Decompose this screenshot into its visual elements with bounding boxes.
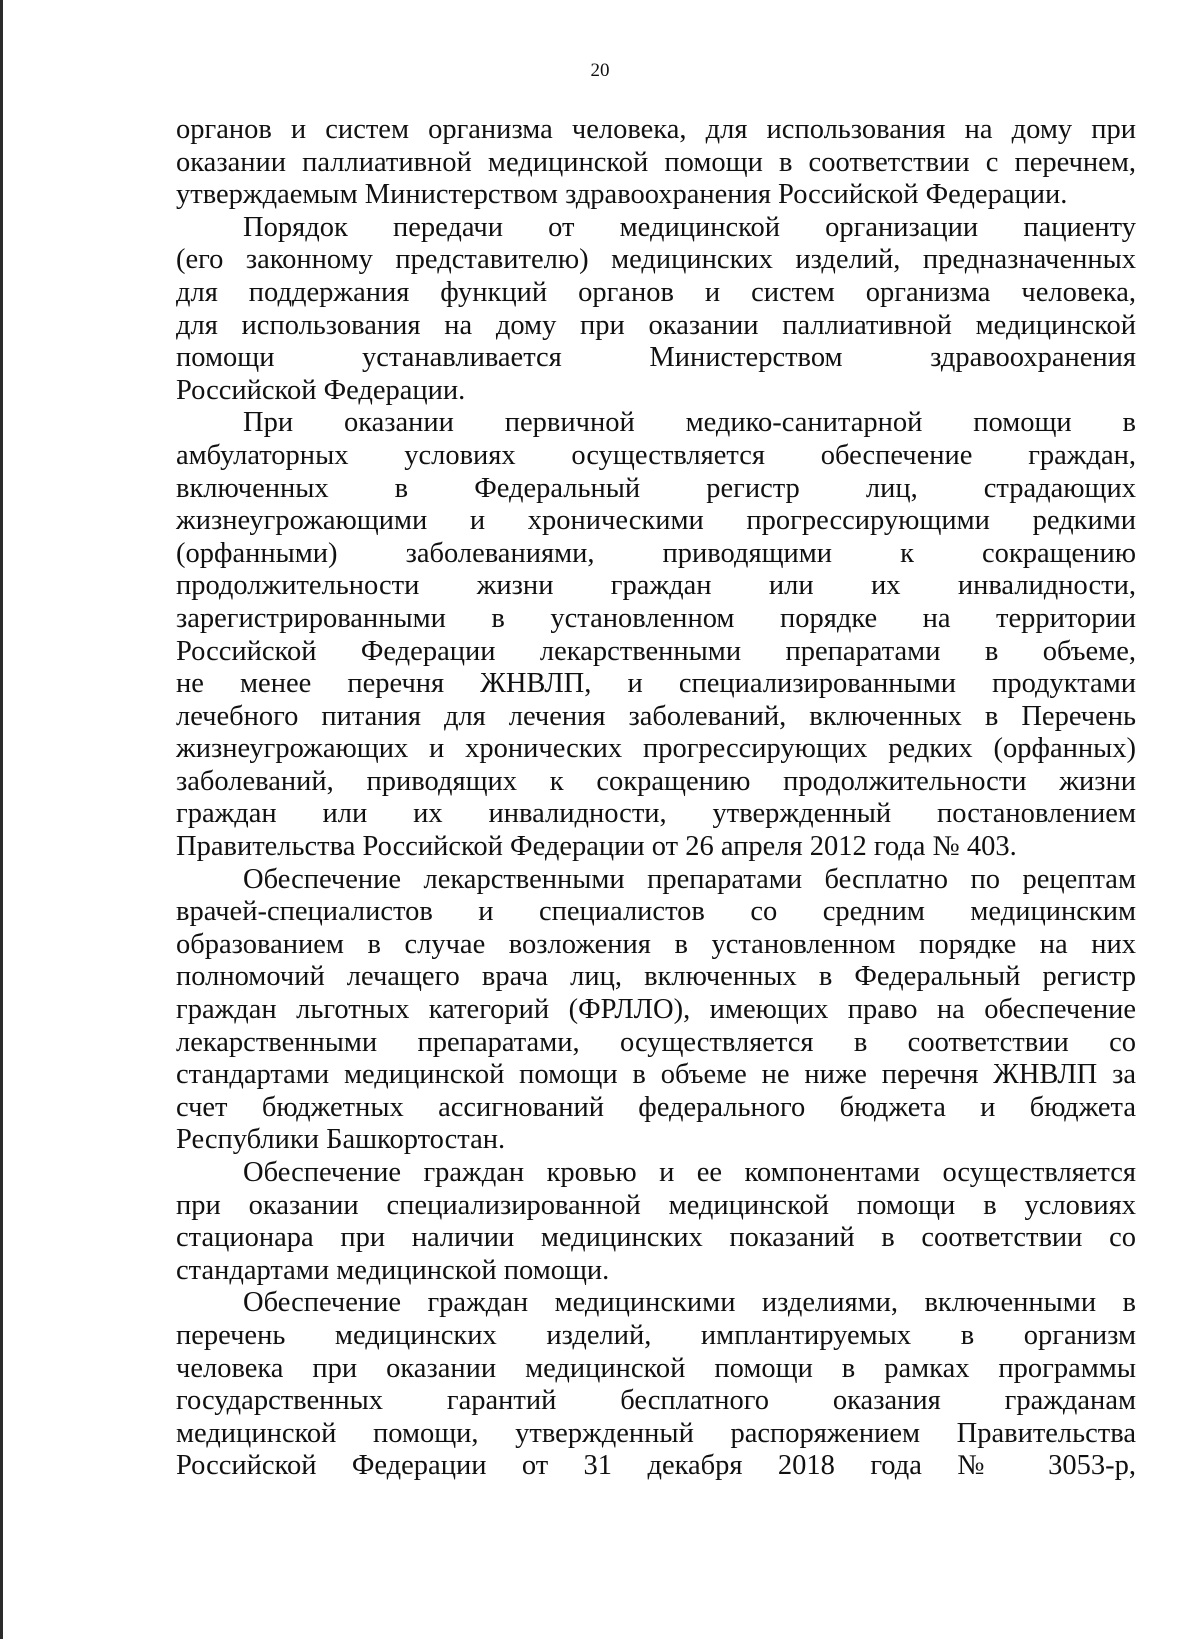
text-line: (его законному представителю) медицинских изделий, предназначенных — [176, 244, 1136, 276]
paragraph-6 — [176, 1287, 1136, 1483]
text-line: счет бюджетных ассигнований федерального бюджета и бюджета — [176, 1091, 1136, 1123]
text-line: для использования на дому при оказании паллиативной медицинской — [176, 309, 1136, 341]
page-number: 20 — [590, 60, 610, 81]
text-line: амбулаторных условиях осуществляется обеспечение граждан, — [176, 439, 1136, 471]
text-line: перечень медицинских изделий, имплантируемых в организм — [176, 1319, 1136, 1351]
text-line: При оказании первичной медико-санитарной помощи в — [243, 407, 1136, 439]
text-line: граждан или их инвалидности, утвержденный постановлением — [176, 798, 1136, 830]
text-line: для поддержания функций органов и систем организма человека, — [176, 276, 1136, 308]
paragraph-2 — [176, 212, 1136, 408]
text-line: граждан льготных категорий (ФРЛЛО), имеющих право на обеспечение — [176, 994, 1136, 1026]
text-line: помощи устанавливается Министерством здравоохранения — [176, 342, 1136, 374]
text-line: полномочий лечащего врача лиц, включенных в Федеральный регистр — [176, 961, 1136, 993]
text-line: лечебного питания для лечения заболеваний, включенных в Перечень — [176, 700, 1136, 732]
text-line: Республики Башкортостан. — [176, 1124, 506, 1156]
text-line: государственных гарантий бесплатного оказания гражданам — [176, 1385, 1136, 1417]
text-line: заболеваний, приводящих к сокращению продолжительности жизни — [176, 765, 1136, 797]
text-line: Российской Федерации лекарственными препаратами в объеме, — [176, 635, 1136, 667]
text-line: Порядок передачи от медицинской организации пациенту — [243, 211, 1136, 243]
text-line: лекарственными препаратами, осуществляется в соответствии со — [176, 1026, 1136, 1058]
text-line: стандартами медицинской помощи. — [176, 1254, 610, 1286]
paragraph-1 — [176, 114, 1136, 212]
text-line: Российской Федерации. — [176, 374, 466, 406]
text-line: Обеспечение граждан кровью и ее компонентами осуществляется — [243, 1157, 1136, 1188]
text-line: при оказании специализированной медицинской помощи в условиях — [176, 1189, 1136, 1221]
text-line: зарегистрированными в установленном порядке на территории — [176, 602, 1136, 634]
scan-edge-shadow — [0, 0, 3, 1639]
text-line: жизнеугрожающих и хронических прогрессирующих редких (орфанных) — [176, 733, 1136, 765]
text-line: жизнеугрожающими и хроническими прогрессирующими редкими — [176, 505, 1136, 537]
text-line: оказании паллиативной медицинской помощи в соответствии с перечнем, — [176, 146, 1136, 178]
text-line: (орфанными) заболеваниями, приводящими к сокращению — [176, 537, 1136, 569]
text-line: человека при оказании медицинской помощи в рамках программы — [176, 1352, 1136, 1384]
paragraph-4 — [176, 864, 1136, 1157]
text-line: Российской Федерации от 31 декабря 2018 года № 3053-р, — [176, 1450, 1136, 1482]
text-line: образованием в случае возложения в установленном порядке на них — [176, 928, 1136, 960]
text-line: Обеспечение граждан медицинскими изделиями, включенными в — [243, 1287, 1136, 1319]
text-line: стационара при наличии медицинских показаний в соответствии со — [176, 1222, 1136, 1254]
text-line: Обеспечение лекарственными препаратами бесплатно по рецептам — [243, 863, 1136, 895]
text-line: медицинской помощи, утвержденный распоряжением Правительства — [176, 1417, 1136, 1449]
paragraph-3 — [176, 407, 1136, 863]
text-line: утверждаемым Министерством здравоохранения Российской Федерации. — [176, 179, 1068, 211]
paragraph-5 — [176, 1157, 1136, 1287]
text-line: стандартами медицинской помощи в объеме не ниже перечня ЖНВЛП за — [176, 1059, 1136, 1091]
text-line: органов и систем организма человека, для использования на дому при — [176, 114, 1136, 145]
text-line: Правительства Российской Федерации от 26 апреля 2012 года № 403. — [176, 831, 1017, 863]
document-body — [176, 114, 1136, 1483]
text-line: включенных в Федеральный регистр лиц, страдающих — [176, 472, 1136, 504]
text-line: врачей-специалистов и специалистов со средним медицинским — [176, 896, 1136, 928]
text-line: продолжительности жизни граждан или их инвалидности, — [176, 570, 1136, 602]
text-line: не менее перечня ЖНВЛП, и специализированными продуктами — [176, 668, 1136, 700]
